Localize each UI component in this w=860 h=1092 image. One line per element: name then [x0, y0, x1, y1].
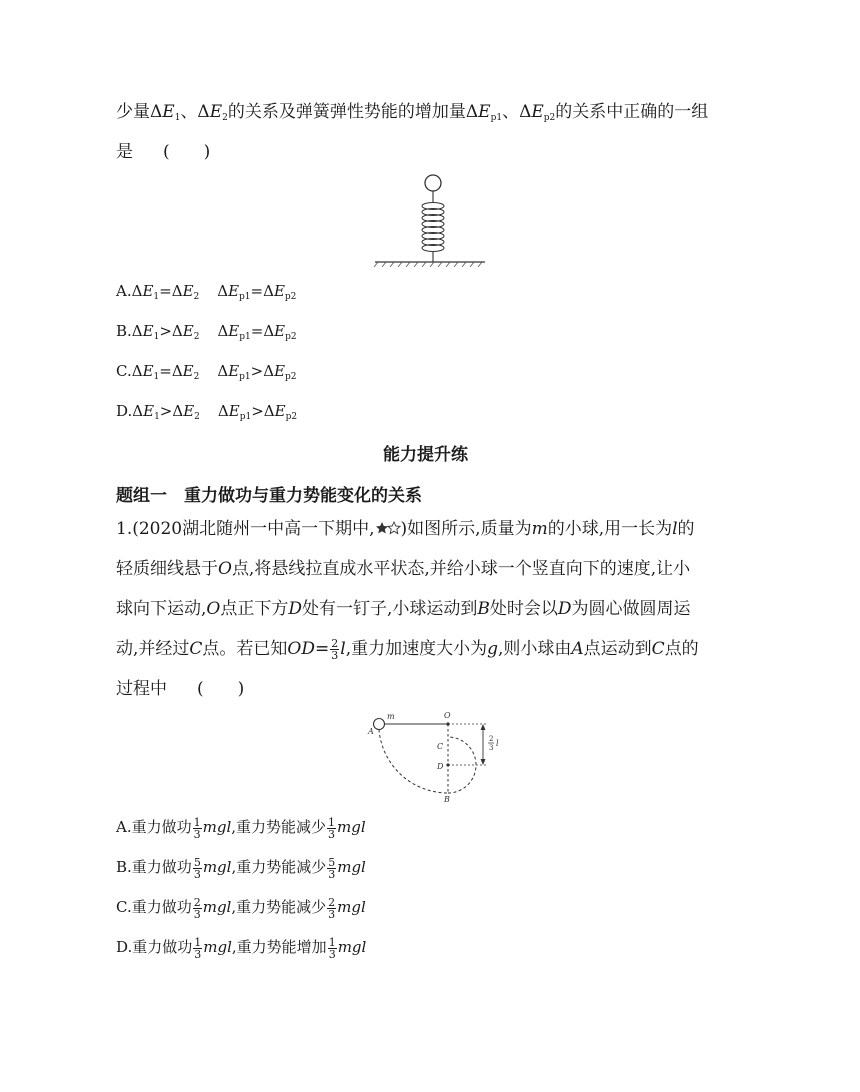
section-title: 能力提升练	[383, 445, 468, 465]
label-l: l	[496, 739, 499, 748]
q1-line-2: 轻质细线悬于O点,将悬线拉直成水平状态,并给小球一个竖直向下的速度,让小	[116, 559, 691, 579]
label-c: C	[437, 742, 444, 751]
label-frac-num: 2	[489, 735, 494, 743]
q1-line-4: 动,并经过C点。若已知OD= $\frac{2}{3}$ l,重力加速度大小为g,则小球由A点运动到C点的	[116, 637, 699, 662]
fraction: $\frac{2}{3}$	[331, 637, 339, 662]
difficulty-stars-icon	[375, 521, 401, 535]
q0-option-a[interactable]: $A.\Delta E_1=\Delta E_2$ $\Delta E_{p1}=\Delta E_{p2}$	[116, 282, 297, 302]
q1-line-3: 球向下运动,O点正下方D处有一钉子,小球运动到B处时会以D为圆心做圆周运	[116, 599, 691, 619]
label-frac-den: 3	[489, 744, 494, 752]
q1-option-c[interactable]: C.重力做功 $\frac{2}{3}$ mgl,重力势能减少 $\frac{2}{3}$ mgl	[116, 895, 366, 921]
q1-option-a[interactable]: A.重力做功 $\frac{1}{3}$ mgl,重力势能减少 $\frac{1}{3}$ mgl	[116, 815, 366, 841]
intro-line-2: 是 ( )	[116, 142, 211, 162]
label-o: O	[444, 711, 451, 720]
spring-figure	[370, 172, 490, 268]
label-d: D	[437, 762, 444, 771]
intro-line-1: 少量$\Delta E_1$、$\Delta E_2$的关系及弹簧弹性势能的增加量$\Delta E_{p1}$、$\Delta E_{p2}$的关系中正确的一组	[116, 102, 709, 123]
q1-line-1: 1.(2020湖北随州一中高一下期中, )如图所示,质量为m的小球,用一长为l的	[116, 519, 695, 539]
label-b: B	[444, 795, 450, 804]
label-m: m	[387, 712, 395, 721]
q0-option-d[interactable]: $D.\Delta E_1>\Delta E_2$ $\Delta E_{p1}>\Delta E_{p2}$	[116, 402, 298, 422]
pendulum-figure	[362, 708, 522, 804]
ball	[425, 175, 441, 191]
q1-line-5: 过程中 ( )	[116, 679, 245, 699]
ground-hatch	[374, 262, 482, 267]
q1-option-d[interactable]: D.重力做功 $\frac{1}{3}$ mgl,重力势能增加 $\frac{1}{3}$ mgl	[116, 935, 367, 961]
ball-a	[374, 719, 385, 730]
q1-option-b[interactable]: B.重力做功 $\frac{5}{3}$ mgl,重力势能减少 $\frac{5}{3}$ mgl	[116, 855, 366, 881]
q0-option-b[interactable]: $B.\Delta E_1>\Delta E_2$ $\Delta E_{p1}=\Delta E_{p2}$	[116, 322, 297, 342]
label-a: A	[368, 727, 374, 736]
group-title: 题组一 重力做功与重力势能变化的关系	[116, 486, 422, 506]
spring-coils	[422, 203, 444, 252]
q0-option-c[interactable]: $C.\Delta E_1=\Delta E_2$ $\Delta E_{p1}>\Delta E_{p2}$	[116, 362, 297, 382]
